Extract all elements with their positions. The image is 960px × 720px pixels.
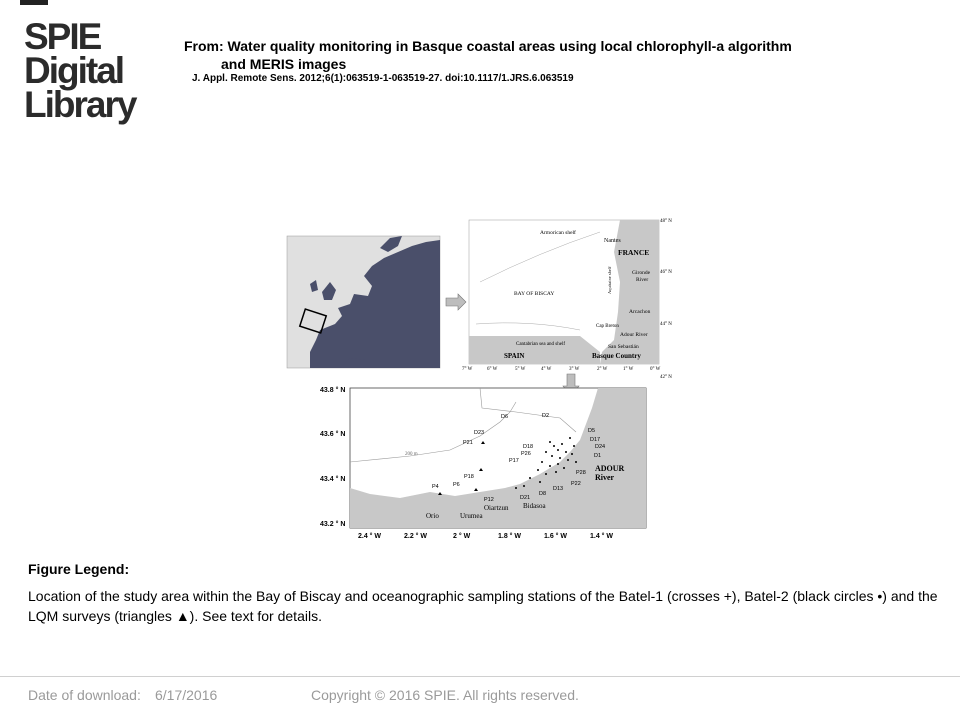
svg-text:6° W: 6° W bbox=[487, 367, 498, 372]
logo-line-3: Library bbox=[24, 84, 136, 125]
label-france: FRANCE bbox=[618, 248, 650, 257]
map-lat-ticks bbox=[320, 386, 345, 528]
svg-text:P18: P18 bbox=[464, 474, 474, 480]
svg-text:Orio: Orio bbox=[426, 512, 439, 520]
biscay-inset-map bbox=[462, 219, 672, 380]
svg-text:D13: D13 bbox=[553, 486, 564, 492]
top-bar bbox=[20, 0, 48, 5]
svg-text:P21: P21 bbox=[463, 440, 473, 446]
inset-lat-ticks bbox=[660, 219, 672, 380]
svg-text:1.6 ° W: 1.6 ° W bbox=[544, 533, 568, 540]
svg-text:P17: P17 bbox=[509, 458, 519, 464]
label-cantabrian: Cantabrian sea and shelf bbox=[516, 342, 566, 347]
label-aquitaine: Aquitaine shelf bbox=[607, 266, 612, 294]
article-title-line-1: From: Water quality monitoring in Basque coastal areas using local chlorophyll-a algorithm bbox=[184, 38, 792, 54]
label-arcachon: Arcachon bbox=[629, 309, 651, 315]
figure-legend-text: Location of the study area within the Bay of Biscay and oceanographic sampling stations of the Batel-1 (crosses +), Batel-2 (black circles •) and the LQM surveys (triangles ▲). See text for details. bbox=[28, 588, 938, 624]
label-sansebastian: San Sebastián bbox=[608, 344, 639, 350]
download-date: 6/17/2016 bbox=[155, 687, 218, 703]
svg-text:D5: D5 bbox=[588, 428, 596, 434]
label-gironde: Gironde bbox=[632, 270, 651, 276]
svg-text:Oiartzun: Oiartzun bbox=[484, 504, 509, 512]
svg-text:D17: D17 bbox=[590, 437, 601, 443]
svg-text:D1: D1 bbox=[594, 453, 602, 459]
figure-legend-title: Figure Legend: bbox=[28, 561, 130, 577]
svg-text:43.6 ° N: 43.6 ° N bbox=[320, 431, 346, 438]
svg-text:D8: D8 bbox=[539, 491, 547, 497]
svg-text:D2: D2 bbox=[542, 413, 550, 419]
download-label: Date of download: bbox=[28, 687, 141, 703]
europe-map bbox=[287, 236, 440, 368]
svg-text:2.2 ° W: 2.2 ° W bbox=[404, 533, 428, 540]
svg-text:2° W: 2° W bbox=[597, 367, 608, 372]
label-nantes: Nantes bbox=[604, 238, 621, 244]
svg-text:P28: P28 bbox=[576, 470, 586, 476]
svg-text:43.8 ° N: 43.8 ° N bbox=[320, 387, 346, 394]
svg-text:5° W: 5° W bbox=[515, 367, 526, 372]
svg-text:2.4 ° W: 2.4 ° W bbox=[358, 533, 382, 540]
svg-text:48° N: 48° N bbox=[660, 219, 672, 224]
svg-text:1.4 ° W: 1.4 ° W bbox=[590, 533, 614, 540]
svg-text:43.2 ° N: 43.2 ° N bbox=[320, 521, 346, 528]
svg-text:42° N: 42° N bbox=[660, 375, 672, 380]
logo-line-1: SPIE bbox=[24, 16, 101, 57]
svg-text:D21: D21 bbox=[520, 495, 531, 501]
svg-text:D24: D24 bbox=[595, 444, 606, 450]
svg-text:43.4 ° N: 43.4 ° N bbox=[320, 476, 346, 483]
map-lon-ticks bbox=[358, 532, 613, 540]
svg-text:P22: P22 bbox=[571, 481, 581, 487]
logo-line-2: Digital bbox=[24, 50, 124, 91]
arrow-right-icon bbox=[446, 294, 466, 310]
label-bay-of-biscay: BAY OF BISCAY bbox=[514, 291, 555, 297]
svg-text:0° W: 0° W bbox=[650, 367, 661, 372]
article-title bbox=[184, 37, 924, 73]
svg-text:4° W: 4° W bbox=[541, 367, 552, 372]
article-title-line-2: and MERIS images bbox=[221, 56, 347, 72]
label-spain: SPAIN bbox=[504, 352, 525, 360]
study-area-map bbox=[320, 386, 646, 540]
svg-text:3° W: 3° W bbox=[569, 367, 580, 372]
svg-text:1° W: 1° W bbox=[623, 367, 634, 372]
svg-text:P6: P6 bbox=[453, 482, 460, 488]
label-gironde-river: River bbox=[636, 277, 649, 283]
svg-text:D23: D23 bbox=[474, 430, 485, 436]
label-adour: Adour River bbox=[620, 332, 648, 338]
svg-text:7° W: 7° W bbox=[462, 367, 473, 372]
citation: J. Appl. Remote Sens. 2012;6(1):063519-1-063519-27. doi:10.1117/1.JRS.6.063519 bbox=[192, 73, 574, 84]
spie-logo bbox=[24, 16, 154, 125]
svg-text:46° N: 46° N bbox=[660, 270, 672, 275]
svg-text:Bidasoa: Bidasoa bbox=[523, 502, 546, 510]
svg-text:1.8 ° W: 1.8 ° W bbox=[498, 533, 522, 540]
inset-lon-ticks bbox=[462, 367, 661, 372]
label-capbreton: Cap Breton bbox=[596, 324, 619, 329]
footer-divider bbox=[0, 676, 960, 677]
label-200m: 200 m bbox=[405, 452, 418, 457]
svg-text:P4: P4 bbox=[432, 484, 439, 490]
label-basque: Basque Country bbox=[592, 352, 641, 360]
copyright: Copyright © 2016 SPIE. All rights reserved. bbox=[311, 687, 579, 703]
svg-text:ADOUR: ADOUR bbox=[595, 464, 625, 473]
svg-text:2 ° W: 2 ° W bbox=[453, 533, 471, 540]
svg-text:River: River bbox=[595, 473, 615, 482]
svg-text:Urumea: Urumea bbox=[460, 512, 483, 520]
svg-text:P12: P12 bbox=[484, 497, 494, 503]
svg-text:D18: D18 bbox=[523, 444, 534, 450]
svg-text:44° N: 44° N bbox=[660, 322, 672, 327]
study-area-figure bbox=[280, 212, 700, 552]
label-armorican: Armorican shelf bbox=[540, 230, 576, 236]
svg-text:D6: D6 bbox=[501, 414, 509, 420]
svg-text:P26: P26 bbox=[521, 451, 531, 457]
